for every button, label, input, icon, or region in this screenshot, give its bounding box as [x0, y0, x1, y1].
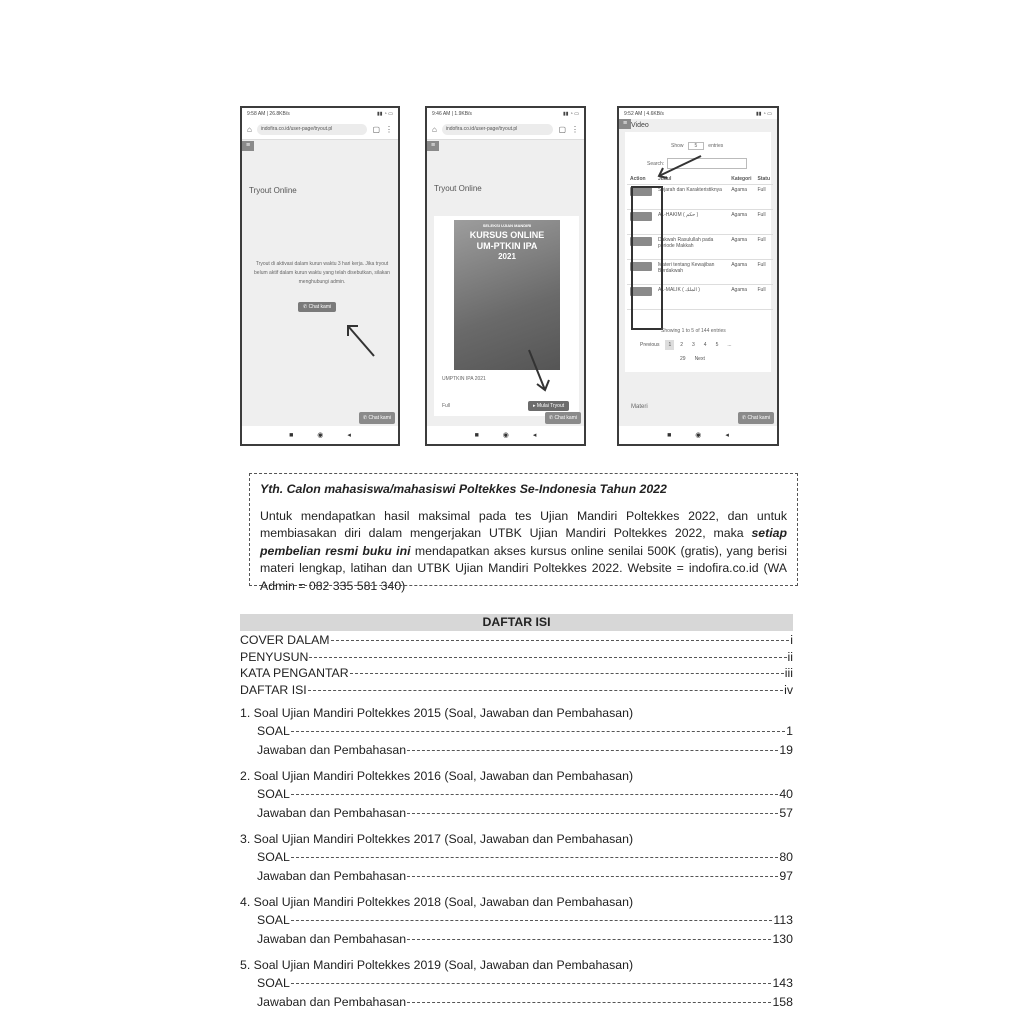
row-judul: Sejarah dan Karakteristiknya	[655, 185, 728, 210]
toc-entry-label: Jawaban dan Pembahasan	[257, 806, 407, 820]
whatsapp-icon: ✆	[362, 415, 369, 421]
toc-entry-label: Jawaban dan Pembahasan	[257, 932, 407, 946]
status-bar	[242, 108, 398, 119]
toc-section-title: 5. Soal Ujian Mandiri Poltekkes 2019 (Soal, Jawaban dan Pembahasan)	[240, 958, 634, 972]
row-status: Full	[755, 285, 774, 310]
toc-entry-soal	[240, 787, 793, 806]
row-kategori: Agama	[728, 185, 754, 210]
floating-chat-button[interactable]	[359, 412, 395, 424]
pagination-page-5[interactable]: 5	[715, 342, 719, 348]
toc-entry-page: iv	[784, 682, 793, 697]
toc-entry-penyusun	[240, 650, 793, 667]
pagination-page-3[interactable]: 3	[692, 342, 695, 348]
whatsapp-icon: ✆	[741, 415, 748, 421]
toc-entry-page: 57	[779, 806, 793, 820]
entries-select[interactable]: 5	[688, 142, 705, 150]
pagination-row2	[677, 354, 708, 364]
toc-entry-label: DAFTAR ISI	[240, 682, 307, 697]
show-label: Show	[671, 143, 684, 149]
recent-apps-icon[interactable]: ■	[289, 431, 294, 439]
course-card[interactable]	[434, 216, 579, 416]
section-materi-title: Materi	[631, 404, 648, 410]
row-judul: AL-MALIK ( الملك )	[655, 285, 728, 310]
toc-entry-page: ii	[787, 649, 793, 664]
whatsapp-icon: ✆	[303, 304, 309, 310]
page-title: Tryout Online	[434, 184, 482, 193]
arrow-icon	[525, 348, 555, 398]
menu-dots-icon[interactable]: ⋮	[571, 124, 579, 134]
chat-button-label: Chat kami	[308, 304, 332, 310]
toc-entry-label: KATA PENGANTAR	[240, 666, 349, 680]
toc-entry-jawaban	[240, 806, 793, 825]
toc-entry-page: i	[790, 633, 793, 647]
back-icon[interactable]: ◂	[725, 432, 729, 439]
row-status: Full	[755, 210, 774, 235]
toc-section-title: 4. Soal Ujian Mandiri Poltekkes 2018 (Soal, Jawaban dan Pembahasan)	[240, 895, 634, 909]
floating-chat-label: Chat kami	[554, 415, 577, 421]
table-of-contents	[240, 614, 793, 1014]
chat-kami-button[interactable]	[298, 302, 336, 312]
status-bar	[427, 108, 584, 119]
browser-url-bar[interactable]	[427, 119, 584, 140]
toc-entry-soal	[240, 913, 793, 932]
cover-title: KURSUS ONLINE	[469, 230, 545, 240]
toc-entry-page: 158	[772, 995, 793, 1009]
home-button-icon[interactable]: ◉	[502, 432, 509, 439]
hamburger-menu-icon[interactable]: ≡	[427, 141, 439, 151]
floating-chat-label: Chat kami	[747, 415, 770, 421]
signal-battery-icon: ▮▮ ◔ ▭	[376, 110, 393, 117]
toc-entry-soal	[240, 976, 793, 995]
tabs-icon[interactable]: ▢	[558, 124, 566, 134]
toc-entry-label: Jawaban dan Pembahasan	[257, 743, 407, 757]
browser-url-bar[interactable]	[242, 119, 398, 140]
row-judul: Materi tentang Kewajiban Berdakwah	[655, 260, 728, 285]
toc-entry-soal	[240, 724, 793, 743]
row-kategori: Agama	[728, 210, 754, 235]
tabs-icon[interactable]: ▢	[372, 124, 380, 134]
home-icon[interactable]: ⌂	[247, 124, 252, 134]
toc-entry-page: 143	[772, 976, 793, 990]
action-column-highlight	[631, 186, 663, 330]
col-action[interactable]: Action	[627, 174, 655, 185]
notice-text-1: Untuk mendapatkan hasil maksimal pada tes Ujian Mandiri Poltekkes 2022, dan untuk membiasakan diri dalam mengerjakan UTBK Ujian Mandiri Poltekkes 2022, maka	[260, 508, 787, 540]
toc-entry-jawaban	[240, 932, 793, 951]
notice-box	[249, 473, 798, 593]
pagination	[637, 340, 735, 350]
phone-screenshot-tryout-course	[425, 106, 586, 446]
recent-apps-icon[interactable]: ■	[474, 431, 479, 439]
search-label: Search:	[647, 160, 665, 167]
cover-top-text: SELEKSI UJIAN MANDIRI	[482, 223, 532, 228]
notice-text-2: mendapatkan akses kursus online senilai 500K (gratis), yang berisi materi lengkap, latihan dan UTBK Ujian Mandiri Poltekkes 2022. Website = indofira.co.id (WA Admin = 082 335 581 340)	[260, 543, 787, 593]
row-status: Full	[755, 185, 774, 210]
pagination-next[interactable]: Next	[694, 356, 705, 362]
pagination-page-2[interactable]: 2	[680, 342, 684, 348]
row-kategori: Agama	[728, 235, 754, 260]
toc-entry-label: SOAL	[257, 724, 290, 738]
toc-entry-label: PENYUSUN	[240, 649, 309, 664]
status-time: 9:58 AM | 26.8KB/s	[247, 110, 290, 117]
toc-entry-label: Jawaban dan Pembahasan	[257, 869, 407, 883]
toc-entry-page: 1	[786, 724, 793, 738]
toc-entry-page: 113	[773, 913, 793, 927]
section-video-title: Video	[631, 122, 649, 129]
toc-entry-label: SOAL	[257, 976, 290, 990]
col-judul[interactable]: Judul	[655, 174, 728, 185]
arrow-icon	[655, 154, 705, 184]
home-icon[interactable]: ⌂	[432, 124, 437, 134]
hamburger-menu-icon[interactable]: ≡	[242, 141, 254, 151]
floating-chat-label: Chat kami	[368, 415, 391, 421]
showing-entries-text: Showing 1 to 5 of 144 entries	[661, 328, 726, 334]
toc-entry-label: SOAL	[257, 850, 290, 864]
toc-entry-page: 130	[772, 932, 793, 946]
cover-subtitle: UM-PTKIN IPA	[476, 241, 538, 251]
mulai-tryout-label: Mulai Tryout	[536, 403, 565, 409]
android-nav-bar	[427, 426, 584, 444]
whatsapp-icon: ✆	[548, 415, 555, 421]
toc-entry-kata-pengantar	[240, 666, 793, 683]
activation-message: Tryout di aktivasi dalam kurun waktu 3 hari kerja. Jika tryout belum aktif dalam kurun waktu yang telah disebutkan, silakan menghubungi admin.	[254, 261, 390, 285]
col-status[interactable]: Statu	[755, 174, 774, 185]
android-nav-bar	[242, 426, 398, 444]
floating-chat-button[interactable]	[545, 412, 581, 424]
android-nav-bar	[619, 426, 777, 444]
toc-entry-label: SOAL	[257, 787, 290, 801]
home-button-icon[interactable]: ◉	[695, 432, 702, 439]
signal-battery-icon: ▮▮ ◔ ▭	[562, 110, 579, 117]
toc-entry-page: 40	[779, 787, 793, 801]
menu-dots-icon[interactable]: ⋮	[385, 124, 393, 134]
url-field[interactable]: indofira.co.id/user-page/tryout.pl	[257, 124, 368, 135]
row-status: Full	[755, 235, 774, 260]
show-entries	[671, 142, 723, 150]
row-judul: AL-HAKIM ( حكم )	[655, 210, 728, 235]
toc-entry-page: 97	[779, 869, 793, 883]
recent-apps-icon[interactable]: ■	[667, 431, 672, 439]
pagination-previous[interactable]: Previous	[640, 342, 660, 348]
pagination-page-4[interactable]: 4	[703, 342, 707, 348]
row-kategori: Agama	[728, 285, 754, 310]
row-kategori: Agama	[728, 260, 754, 285]
home-button-icon[interactable]: ◉	[317, 432, 324, 439]
toc-entry-jawaban	[240, 869, 793, 888]
pagination-page-1[interactable]: 1	[665, 340, 674, 350]
toc-entry-page: iii	[784, 666, 793, 680]
entries-label: entries	[708, 143, 724, 149]
hamburger-menu-icon[interactable]: ≡	[619, 119, 631, 129]
course-status: Full	[442, 403, 451, 409]
url-field[interactable]: indofira.co.id/user-page/tryout.pl	[442, 124, 554, 135]
back-icon[interactable]: ◂	[347, 432, 351, 439]
toc-entry-jawaban	[240, 743, 793, 762]
notice-bold-text: setiap pembelian resmi buku ini	[260, 526, 787, 558]
status-time: 9:46 AM | 1.9KB/s	[432, 110, 472, 117]
notice-heading: Yth. Calon mahasiswa/mahasiswi Poltekkes Se-Indonesia Tahun 2022	[260, 482, 667, 496]
mulai-tryout-button[interactable]	[528, 401, 569, 411]
phone-screenshot-tryout-activation	[240, 106, 400, 446]
floating-chat-button[interactable]	[738, 412, 774, 424]
row-judul: Dakwah Rasulullah pada periode Makkah	[655, 235, 728, 260]
pagination-ellipsis: ...	[727, 342, 732, 348]
course-caption: UMPTKIN IPA 2021	[442, 376, 486, 382]
col-kategori[interactable]: Kategori	[728, 174, 754, 185]
toc-entry-daftar-isi	[240, 683, 793, 700]
toc-entry-label: COVER DALAM	[240, 633, 330, 647]
toc-entry-jawaban	[240, 995, 793, 1014]
toc-entry-soal	[240, 850, 793, 869]
back-icon[interactable]: ◂	[532, 432, 537, 439]
play-icon: ▸	[533, 403, 537, 409]
status-bar	[619, 108, 777, 119]
row-status: Full	[755, 260, 774, 285]
toc-entry-page: 80	[779, 850, 793, 864]
toc-section-title: 2. Soal Ujian Mandiri Poltekkes 2016 (Soal, Jawaban dan Pembahasan)	[240, 769, 634, 783]
page-title: Tryout Online	[249, 186, 297, 195]
toc-section-title: 1. Soal Ujian Mandiri Poltekkes 2015 (Soal, Jawaban dan Pembahasan)	[240, 706, 634, 720]
toc-entry-page: 19	[779, 743, 793, 757]
status-time: 9:52 AM | 4.6KB/s	[624, 110, 664, 117]
arrow-icon	[342, 320, 382, 360]
cover-year: 2021	[498, 252, 516, 261]
toc-entry-cover-dalam	[240, 633, 793, 650]
toc-section-title: 3. Soal Ujian Mandiri Poltekkes 2017 (Soal, Jawaban dan Pembahasan)	[240, 832, 634, 846]
notice-body	[260, 508, 787, 596]
pagination-page-29[interactable]: 29	[680, 356, 686, 362]
phone-screenshot-video-list	[617, 106, 779, 446]
toc-entry-label: Jawaban dan Pembahasan	[257, 995, 407, 1009]
toc-entry-label: SOAL	[257, 913, 290, 927]
toc-title: DAFTAR ISI	[240, 614, 793, 631]
signal-battery-icon: ▮▮ ◔ ▭	[755, 110, 772, 117]
